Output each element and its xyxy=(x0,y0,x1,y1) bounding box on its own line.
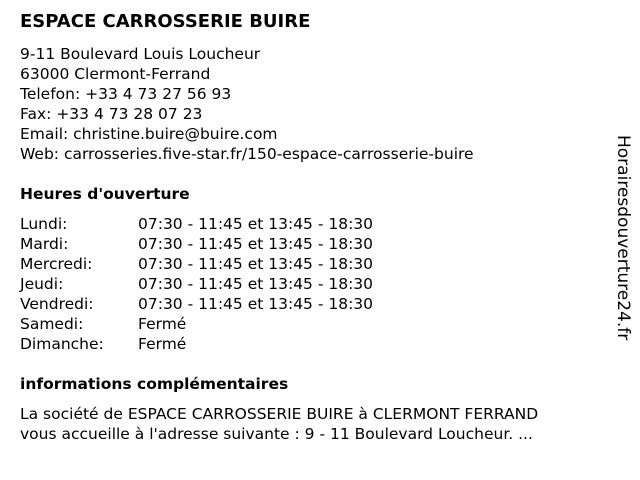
hours-row-sunday xyxy=(20,334,373,354)
address-line-2: 63000 Clermont-Ferrand xyxy=(20,65,211,83)
day-hours: Fermé xyxy=(138,315,187,333)
additional-info-line-1: La société de ESPACE CARROSSERIE BUIRE à CLERMONT FERRAND xyxy=(20,405,539,423)
hours-row-tuesday xyxy=(20,234,373,254)
additional-info-text xyxy=(20,404,538,444)
day-hours: 07:30 - 11:45 et 13:45 - 18:30 xyxy=(138,275,374,293)
additional-info-line-2: vous accueille à l'adresse suivante : 9 - 11 Boulevard Loucheur. ... xyxy=(20,425,533,443)
day-label: Dimanche: xyxy=(20,335,104,353)
day-hours: 07:30 - 11:45 et 13:45 - 18:30 xyxy=(138,215,374,233)
website-url: Web: carrosseries.five-star.fr/150-espace-carrosserie-buire xyxy=(20,145,474,163)
day-label: Mardi: xyxy=(20,235,69,253)
day-hours: 07:30 - 11:45 et 13:45 - 18:30 xyxy=(138,235,374,253)
hours-row-wednesday xyxy=(20,254,373,274)
day-label: Jeudi: xyxy=(20,275,64,293)
hours-row-saturday xyxy=(20,314,373,334)
opening-hours-list xyxy=(20,214,373,354)
address-line-1: 9-11 Boulevard Louis Loucheur xyxy=(20,45,261,63)
day-hours: 07:30 - 11:45 et 13:45 - 18:30 xyxy=(138,295,374,313)
day-label: Samedi: xyxy=(20,315,84,333)
business-name: ESPACE CARROSSERIE BUIRE xyxy=(20,11,311,32)
additional-info-heading: informations complémentaires xyxy=(20,375,289,393)
day-label: Vendredi: xyxy=(20,295,94,313)
contact-block xyxy=(20,44,474,164)
hours-row-monday xyxy=(20,214,373,234)
hours-row-thursday xyxy=(20,274,373,294)
day-hours: Fermé xyxy=(138,335,187,353)
day-label: Lundi: xyxy=(20,215,68,233)
day-label: Mercredi: xyxy=(20,255,93,273)
opening-hours-heading: Heures d'ouverture xyxy=(20,185,190,203)
fax-number: Fax: +33 4 73 28 07 23 xyxy=(20,105,203,123)
day-hours: 07:30 - 11:45 et 13:45 - 18:30 xyxy=(138,255,374,273)
phone-number: Telefon: +33 4 73 27 56 93 xyxy=(20,85,232,103)
email-address: Email: christine.buire@buire.com xyxy=(20,125,278,143)
hours-row-friday xyxy=(20,294,373,314)
site-watermark: Horairesdouverture24.fr xyxy=(613,135,633,341)
